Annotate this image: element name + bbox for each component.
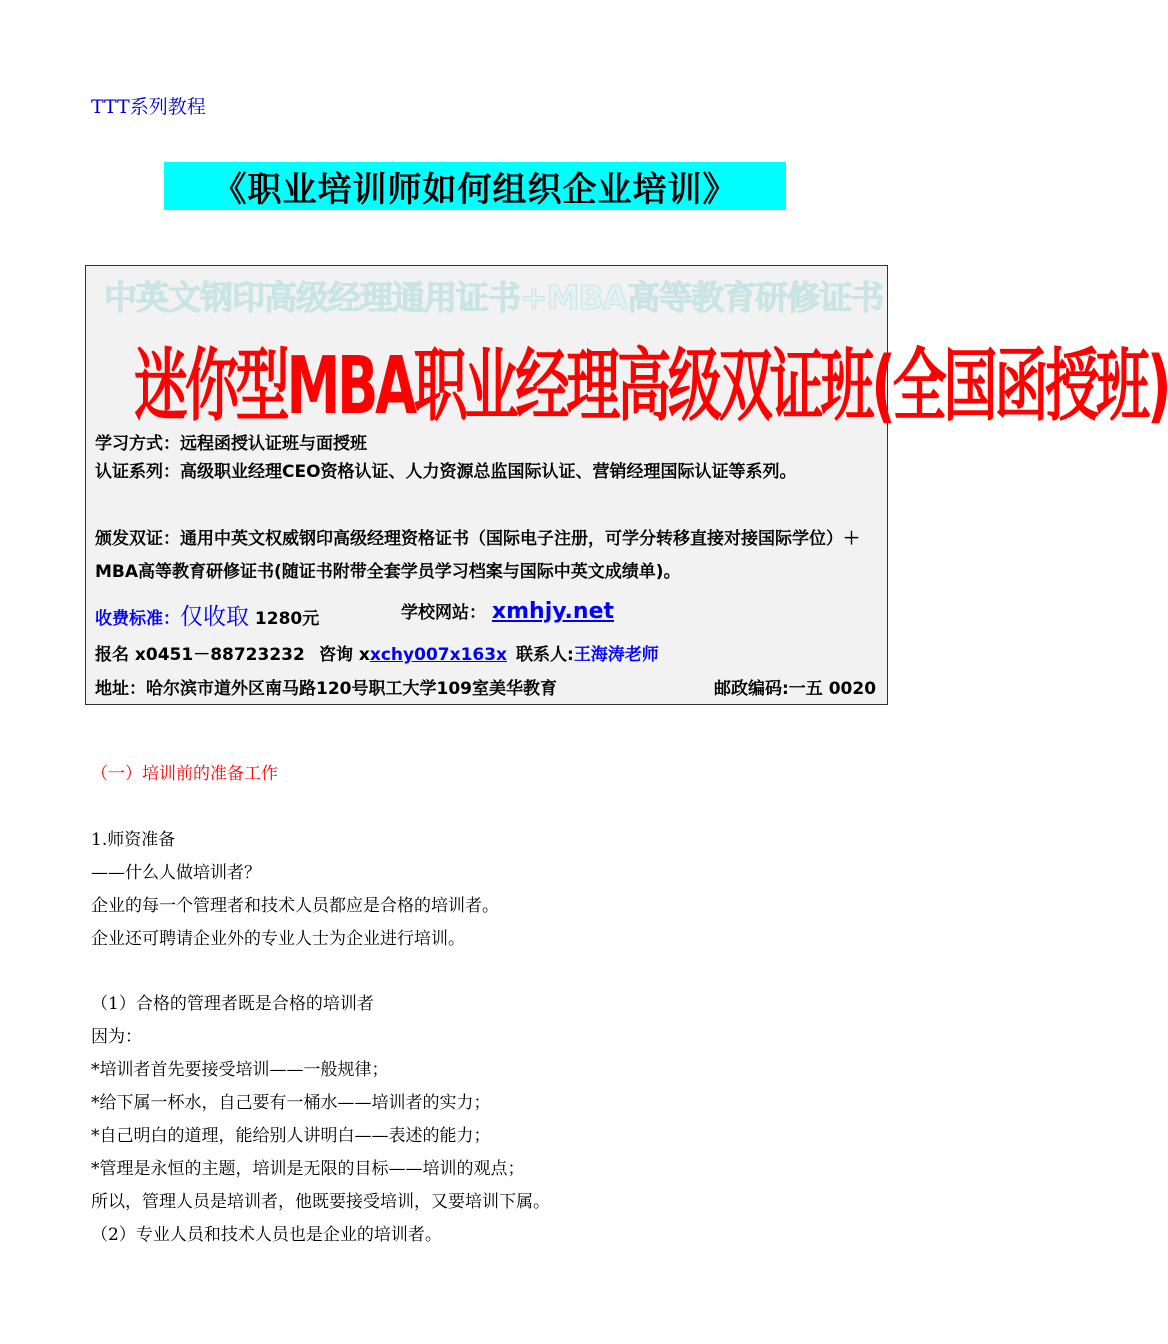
consult-label: 咨询 x	[319, 645, 370, 665]
body-line: *培训者首先要接受培训——一般规律；	[91, 1060, 389, 1080]
body-line: 因为：	[91, 1027, 142, 1047]
consult-link[interactable]: xchy007x163x	[369, 645, 508, 665]
advertisement-box	[85, 265, 1168, 705]
body-line: （2）专业人员和技术人员也是企业的培训者。	[91, 1225, 442, 1245]
body-line: 所以，管理人员是培训者，他既要接受培训，又要培训下属。	[91, 1192, 550, 1212]
series-label: TTT系列教程	[91, 96, 206, 118]
body-line: 1.师资准备	[91, 830, 176, 850]
fee-highlight: 仅收取	[180, 604, 249, 630]
address: 地址：哈尔滨市道外区南马路120号职工大学109室美华教育	[95, 679, 557, 699]
contact-label: 联系人:	[516, 645, 574, 665]
fee-label: 收费标准：	[95, 609, 180, 629]
ad-watermark-text: 中英文钢印高级经理通用证书+MBA高等教育研修证书	[104, 278, 884, 317]
dual-certificate: 颁发双证：通用中英文权威钢印高级经理资格证书（国际电子注册，可学分转移直接对接国际学位）＋MBA高等教育研修证书(随证书附带全套学员学习档案与国际中英文成绩单)。	[95, 529, 860, 582]
contact-name: 王海涛老师	[573, 645, 659, 665]
body-line: 企业的每一个管理者和技术人员都应是合格的培训者。	[91, 896, 499, 916]
school-website-link[interactable]: xmhjy.net	[491, 599, 615, 624]
body-line: *自己明白的道理，能给别人讲明白——表述的能力；	[91, 1126, 491, 1146]
study-mode: 学习方式：远程函授认证班与面授班	[95, 434, 367, 454]
body-line: *管理是永恒的主题，培训是无限的目标——培训的观点；	[91, 1159, 525, 1179]
cert-series: 认证系列：高级职业经理CEO资格认证、人力资源总监国际认证、营销经理国际认证等系列。	[95, 462, 797, 482]
enroll-phone: 报名 x0451－88723232	[95, 645, 305, 665]
fee-amount: 1280元	[254, 609, 320, 629]
postcode: 邮政编码:一五 0020	[714, 679, 877, 699]
body-line: 企业还可聘请企业外的专业人士为企业进行培训。	[91, 929, 465, 949]
fee-row	[95, 598, 319, 631]
section-heading: （一）培训前的准备工作	[91, 764, 278, 784]
contact-row	[516, 640, 659, 665]
body-line: （1）合格的管理者既是合格的培训者	[91, 994, 374, 1014]
site-label: 学校网站：	[401, 603, 486, 623]
site-row	[401, 598, 614, 624]
document-title-highlight	[164, 162, 786, 210]
consult-row	[319, 640, 507, 665]
body-line: *给下属一杯水，自己要有一桶水——培训者的实力；	[91, 1093, 491, 1113]
ad-headline: 迷你型MBA职业经理高级双证班(全国函授班)	[134, 340, 1168, 433]
document-title: 《职业培训师如何组织企业培训》	[212, 169, 738, 210]
body-line: ——什么人做培训者？	[91, 863, 261, 883]
